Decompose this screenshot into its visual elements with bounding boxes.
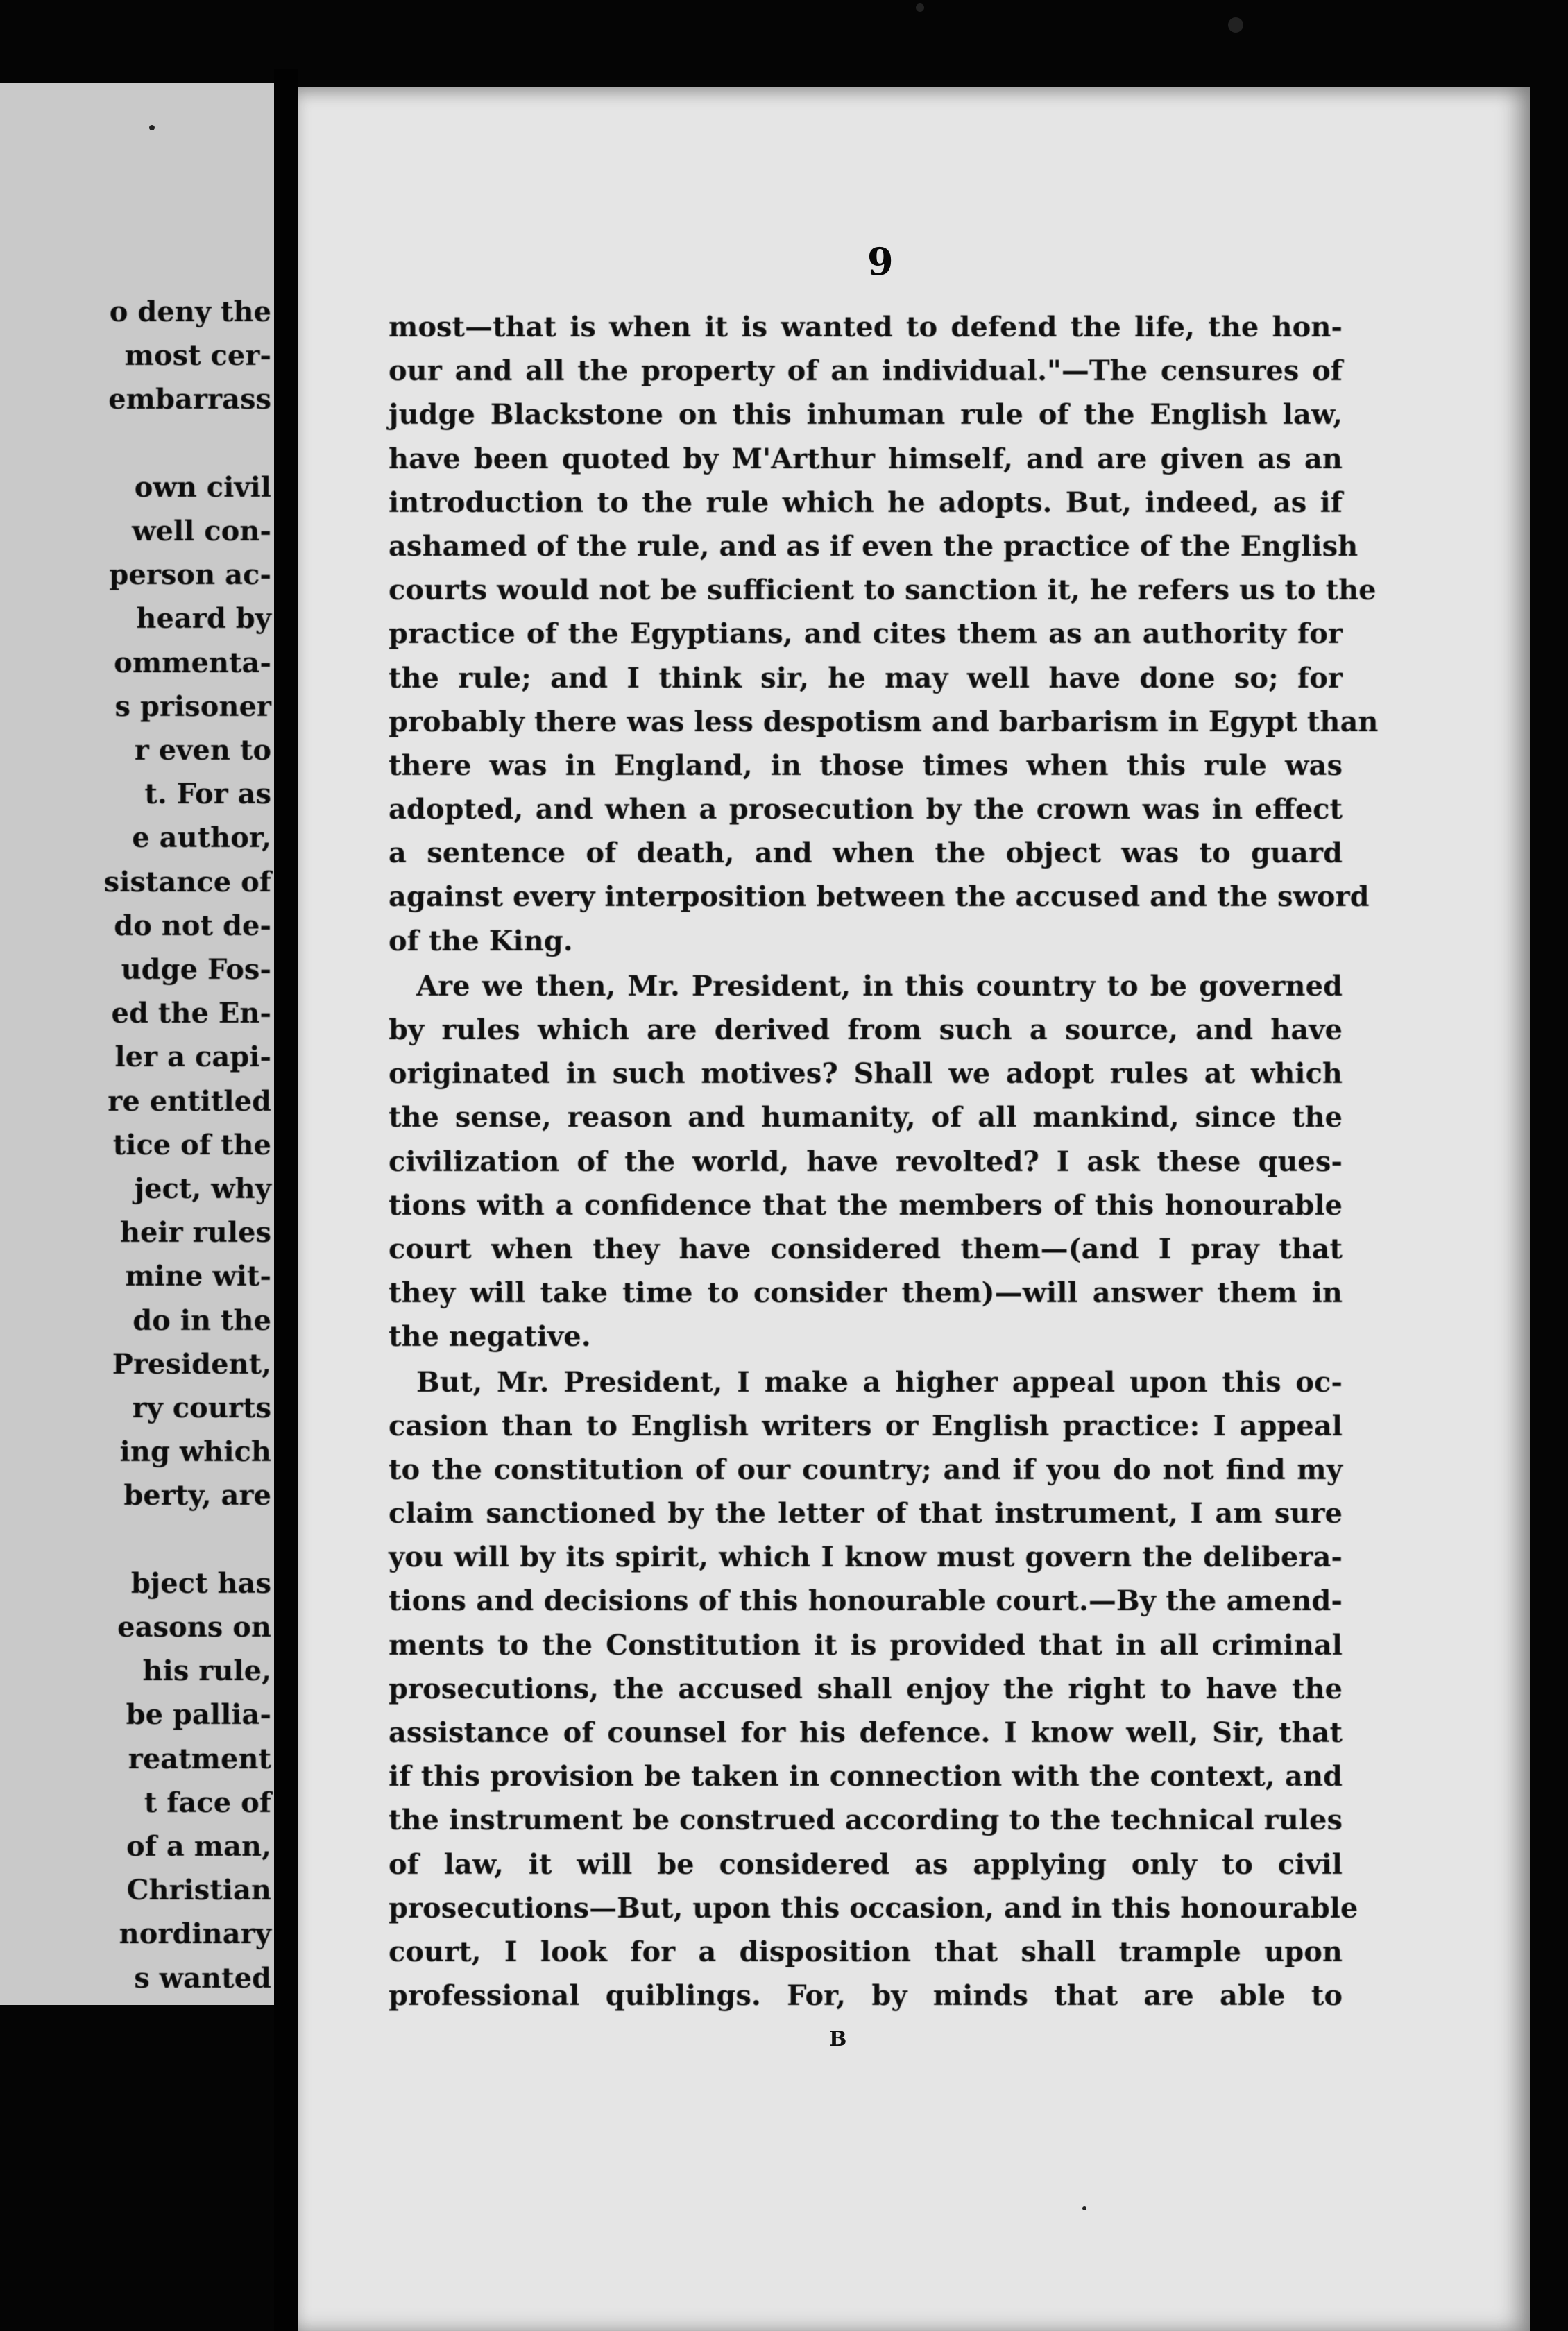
left-page-fragment: berty, are (123, 1479, 271, 1512)
left-page-fragment: s wanted (134, 1961, 271, 1995)
text-line: ashamed of the rule, and as if even the practice of the English (389, 529, 1358, 563)
left-page-fragment: ler a capi- (114, 1041, 271, 1074)
left-page-fragment: bject has (130, 1566, 271, 1600)
text-line: to the constitution of our country; and if you do not find my (389, 1453, 1343, 1486)
page-gutter (274, 69, 298, 2331)
text-line: ments to the Constitution it is provided that in all criminal (389, 1628, 1343, 1662)
text-line: against every interposition between the accused and the sword (389, 880, 1370, 914)
left-page-fragment: do in the (133, 1304, 271, 1337)
text-line: you will by its spirit, which I know must govern the delibera- (389, 1541, 1343, 1574)
left-page-fragment: t face of (144, 1786, 271, 1819)
left-page-fragment: President, (112, 1347, 271, 1381)
text-line: prosecutions—But, upon this occasion, and in this honourable (389, 1891, 1358, 1924)
text-line: judge Blackstone on this inhuman rule of the English law, (389, 398, 1343, 432)
left-page-fragment: well con- (132, 515, 271, 547)
text-line: the rule; and I think sir, he may well have done so; for (389, 661, 1343, 694)
text-line: adopted, and when a prosecution by the crown was in effect (389, 793, 1343, 826)
text-line: casion than to English writers or English practice: I appeal (389, 1409, 1343, 1442)
text-line: the negative. (389, 1320, 591, 1354)
left-page-fragment: person ac- (109, 558, 271, 592)
text-line: a sentence of death, and when the object was to guard (389, 837, 1343, 870)
text-line: have been quoted by M'Arthur himself, and are given as an (389, 442, 1343, 475)
left-page-fragment: ed the En- (111, 997, 271, 1030)
page-number: 9 (867, 239, 894, 284)
text-line: Are we then, Mr. President, in this country to be governed (416, 969, 1343, 1002)
left-page-fragment: tice of the (112, 1128, 271, 1161)
text-line: tions with a confidence that the members of this honourable (389, 1188, 1343, 1222)
text-line: But, Mr. President, I make a higher appeal upon this oc- (416, 1365, 1343, 1399)
left-page-fragment: ommenta- (114, 646, 271, 679)
left-page-fragment: ing which (119, 1435, 271, 1469)
text-line: our and all the property of an individual."—The censures of (389, 355, 1343, 388)
text-line: the sense, reason and humanity, of all mankind, since the (389, 1101, 1343, 1134)
text-line: the instrument be construed according to the technical rules (389, 1804, 1343, 1837)
text-line: assistance of counsel for his defence. I know well, Sir, that (389, 1716, 1343, 1749)
text-line: civilization of the world, have revolted? I ask these ques- (389, 1145, 1343, 1178)
left-page-fragment: most cer- (124, 339, 271, 373)
text-line: courts would not be sufficient to sanction it, he refers us to the (389, 574, 1377, 607)
left-page-fragment: embarrass (108, 383, 271, 416)
left-page-fragment: Christian (126, 1874, 271, 1907)
left-page-fragment: ry courts (132, 1392, 271, 1424)
left-page-fragment: o deny the (109, 296, 271, 328)
text-line: tions and decisions of this honourable court.—By the amend- (389, 1585, 1343, 1618)
left-page-fragment: mine wit- (125, 1260, 271, 1293)
left-page-fragment: be pallia- (126, 1698, 271, 1732)
text-line: court, I look for a disposition that shall trample upon (389, 1935, 1343, 1968)
text-line: most—that is when it is wanted to defend the life, the hon- (389, 311, 1343, 343)
text-line: if this provision be taken in connection with the context, and (389, 1760, 1343, 1793)
text-line: there was in England, in those times when this rule was (389, 749, 1343, 782)
left-page-fragment: do not de- (114, 909, 271, 942)
left-page-fragment: heir rules (119, 1216, 271, 1249)
left-page-fragment: udge Fos- (121, 953, 271, 986)
scan-speck (916, 3, 924, 12)
text-line: of the King. (389, 924, 573, 957)
text-line: introduction to the rule which he adopts. But, indeed, as if (389, 486, 1343, 519)
left-page-fragment: own civil (134, 470, 271, 504)
scan-speck (1228, 17, 1243, 33)
scan-speck (149, 125, 155, 130)
text-line: professional quiblings. For, by minds that are able to (389, 1979, 1343, 2013)
text-line: prosecutions, the accused shall enjoy the right to have the (389, 1672, 1343, 1705)
left-page-fragment: t. For as (144, 778, 271, 811)
text-line: probably there was less despotism and barbarism in Egypt than (389, 705, 1379, 738)
text-line: of law, it will be considered as applying only to civil (389, 1847, 1343, 1881)
left-page-fragment: sistance of (103, 865, 271, 898)
text-line: court when they have considered them—(and I pray that (389, 1232, 1343, 1265)
left-page-fragment: easons on (117, 1611, 271, 1643)
signature-mark: B (829, 2027, 847, 2051)
text-line: practice of the Egyptians, and cites them as an authority for (389, 617, 1343, 651)
left-page-fragment: re entitled (108, 1084, 271, 1118)
text-line: they will take time to consider them)—will answer them in (389, 1276, 1343, 1310)
scan-speck (1082, 2206, 1086, 2210)
left-page-strip (0, 83, 274, 2005)
left-page-fragment: of a man, (126, 1830, 271, 1863)
text-line: originated in such motives? Shall we adopt rules at which (389, 1057, 1343, 1091)
page-body (389, 305, 1379, 2017)
text-line: by rules which are derived from such a source, and have (389, 1014, 1343, 1046)
left-page-fragment: ject, why (134, 1172, 271, 1205)
left-page-fragment: e author, (132, 821, 271, 855)
left-page-fragment: reatment (128, 1742, 271, 1775)
left-page-fragment: his rule, (142, 1655, 271, 1688)
text-line: claim sanctioned by the letter of that instrument, I am sure (389, 1497, 1343, 1530)
left-page-fragment: r even to (134, 734, 271, 767)
left-page-fragment: s prisoner (114, 690, 271, 723)
left-page-fragment: nordinary (119, 1918, 271, 1951)
left-page-fragment: heard by (136, 602, 271, 635)
